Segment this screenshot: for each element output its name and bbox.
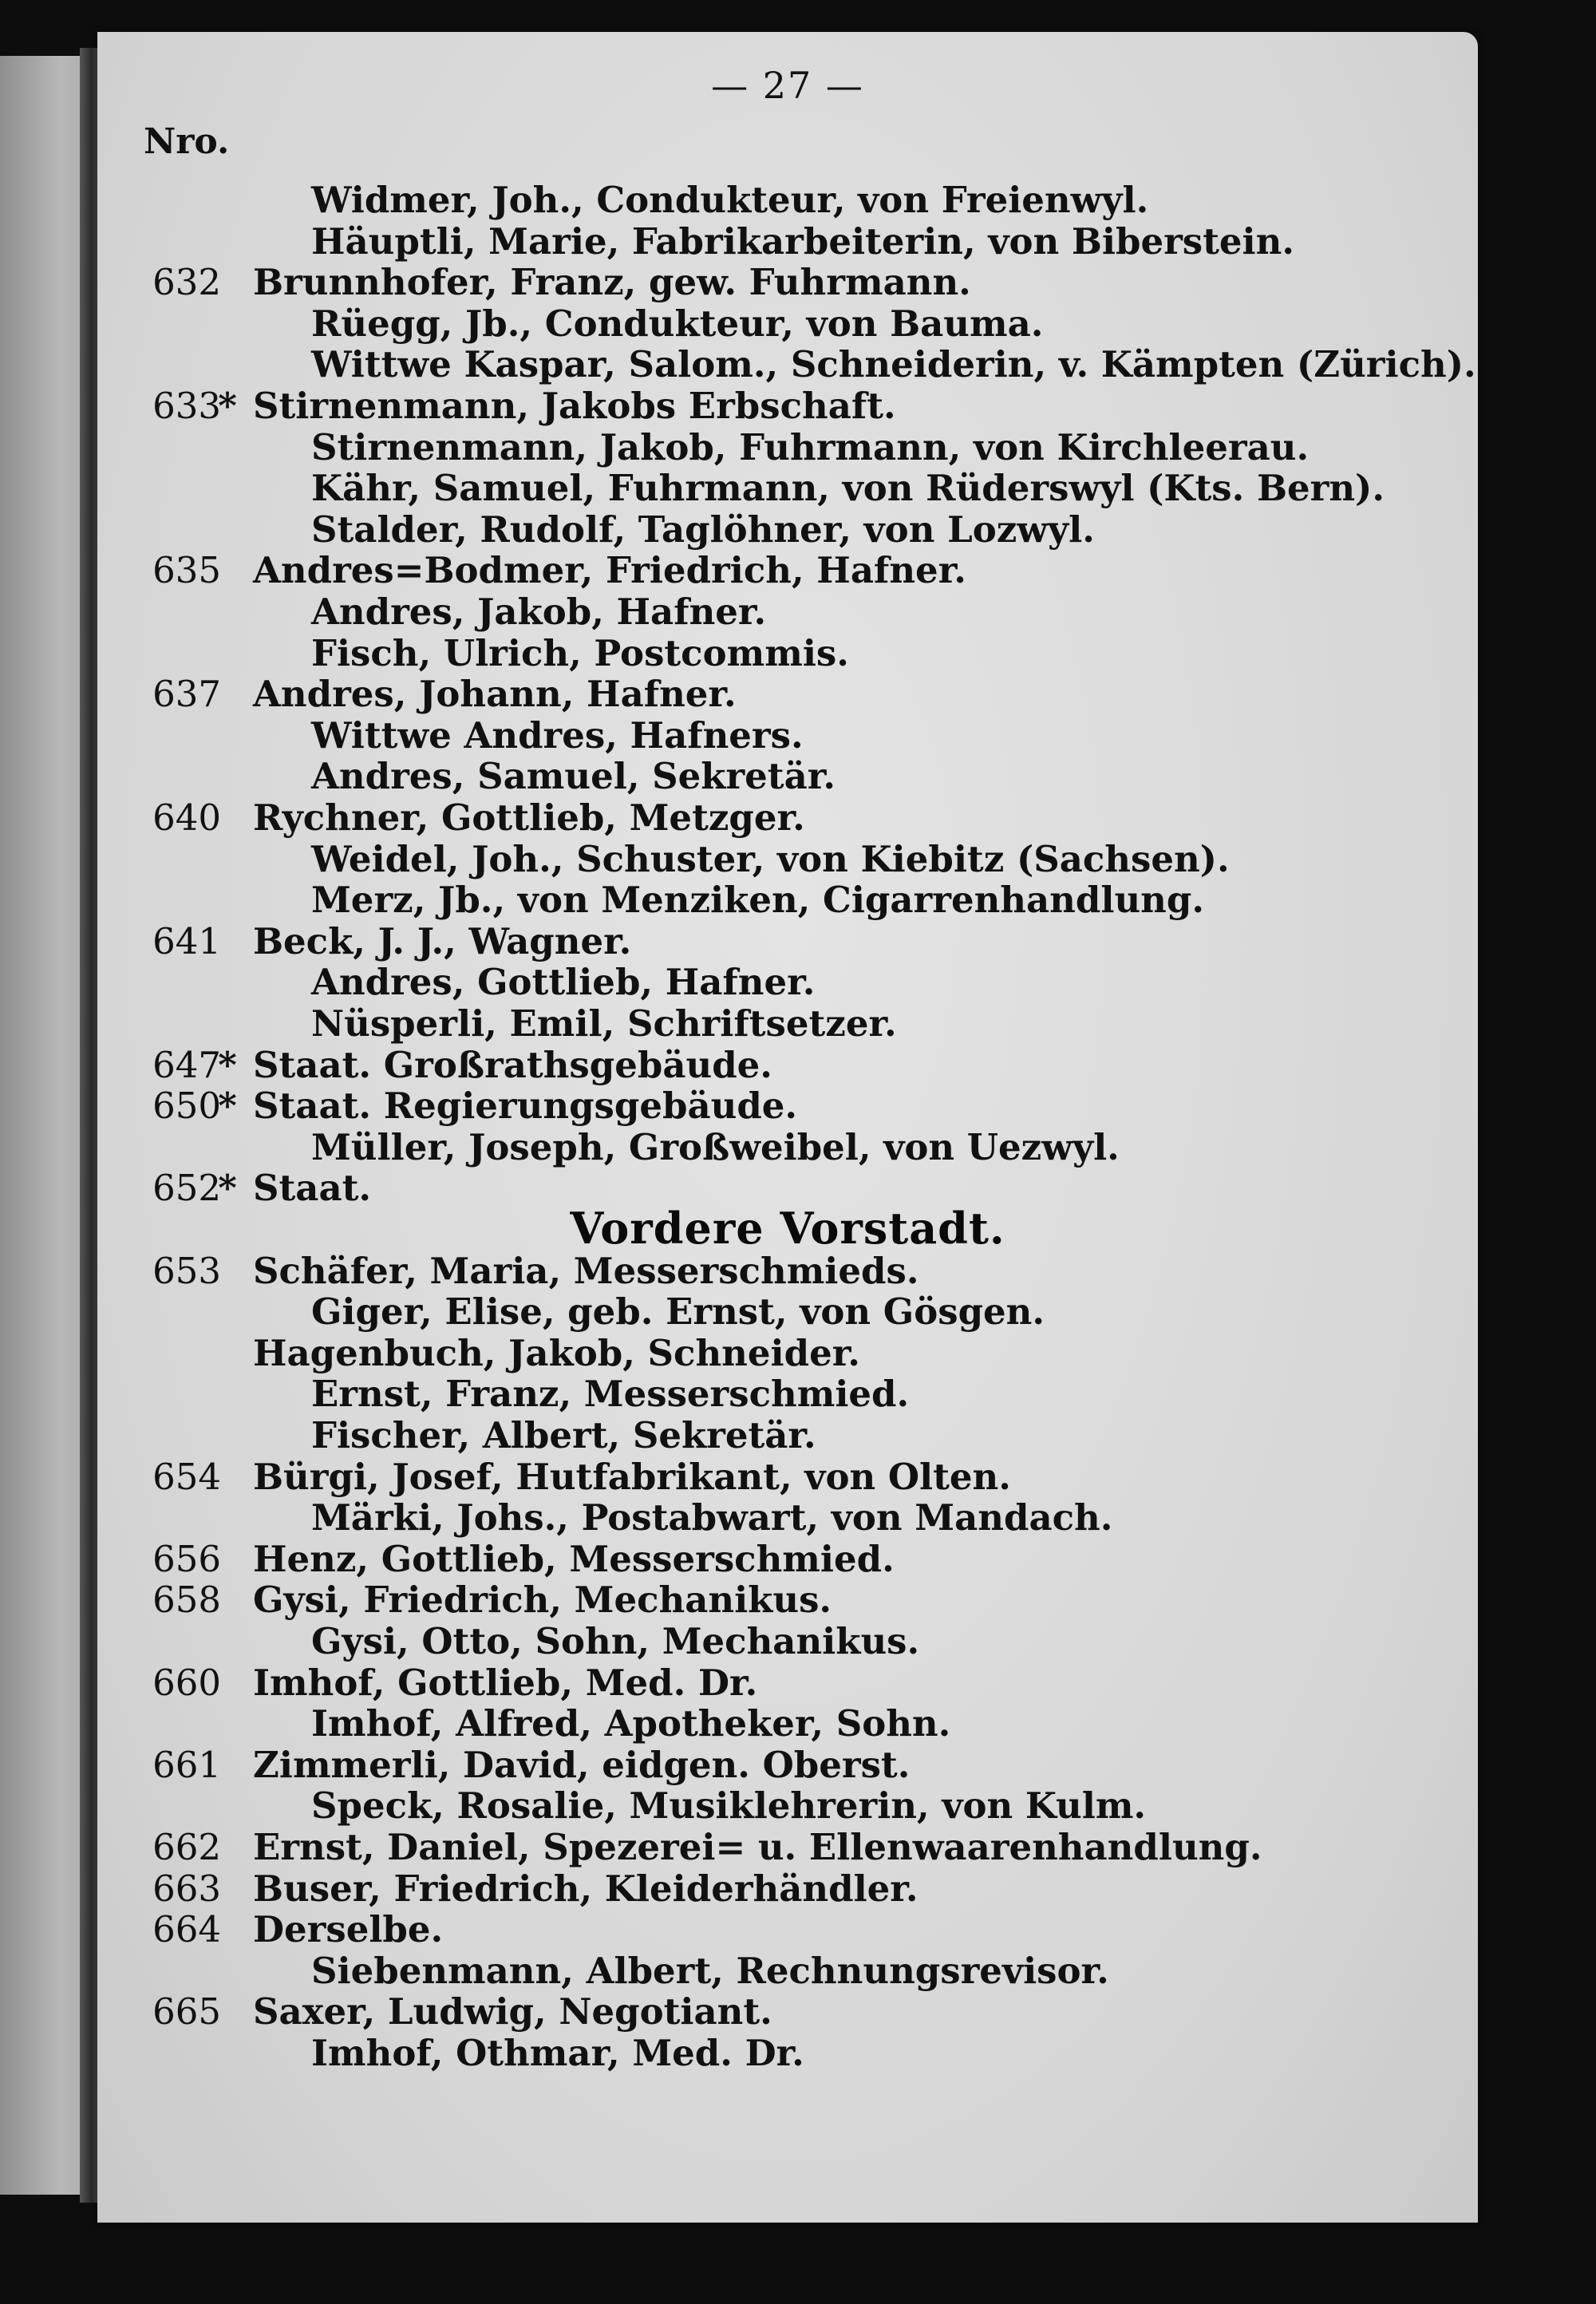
- house-number: 658: [152, 1579, 221, 1622]
- resident-entry: Rychner, Gottlieb, Metzger.: [253, 796, 805, 839]
- resident-entry: Stirnenmann, Jakob, Fuhrmann, von Kirchleerau.: [311, 425, 1310, 468]
- resident-entry: Brunnhofer, Franz, gew. Fuhrmann.: [253, 261, 971, 304]
- resident-entry: Fisch, Ulrich, Postcommis.: [311, 631, 849, 674]
- house-number: 641: [152, 919, 221, 962]
- house-number: 661: [152, 1743, 221, 1786]
- resident-entry: Speck, Rosalie, Musiklehrerin, von Kulm.: [311, 1784, 1147, 1828]
- resident-entry: Fischer, Albert, Sekretär.: [311, 1414, 816, 1456]
- house-number: 663: [152, 1867, 221, 1910]
- house-number: 637: [152, 673, 221, 716]
- resident-entry: Andres, Samuel, Sekretär.: [311, 755, 836, 798]
- resident-entry: Saxer, Ludwig, Negotiant.: [253, 1990, 772, 2033]
- column-header-nro: Nro.: [144, 121, 230, 162]
- resident-entry: Märki, Johs., Postabwart, von Mandach.: [311, 1496, 1113, 1539]
- resident-entry: Staat. Regierungsgebäude.: [253, 1085, 798, 1128]
- house-number: 660: [152, 1661, 221, 1704]
- resident-entry: Ernst, Daniel, Spezerei= u. Ellenwaarenhandlung.: [253, 1826, 1262, 1868]
- resident-entry: Staat. Großrathsgebäude.: [253, 1043, 772, 1086]
- resident-entry: Beck, J. J., Wagner.: [253, 919, 632, 962]
- resident-entry: Stirnenmann, Jakobs Erbschaft.: [253, 385, 896, 427]
- section-heading: Vordere Vorstadt.: [570, 1203, 1005, 1254]
- resident-entry: Kähr, Samuel, Fuhrmann, von Rüderswyl (Kts. Bern).: [311, 467, 1385, 510]
- resident-entry: Nüsperli, Emil, Schriftsetzer.: [311, 1002, 897, 1045]
- resident-entry: Henz, Gottlieb, Messerschmied.: [253, 1537, 895, 1580]
- resident-entry: Imhof, Othmar, Med. Dr.: [311, 2032, 804, 2074]
- resident-entry: Häuptli, Marie, Fabrikarbeiterin, von Biberstein.: [311, 219, 1295, 263]
- resident-entry: Staat.: [253, 1167, 372, 1210]
- house-number: 656: [152, 1537, 221, 1580]
- resident-entry: Ernst, Franz, Messerschmied.: [311, 1373, 910, 1416]
- resident-entry: Derselbe.: [253, 1908, 444, 1951]
- resident-entry: Wittwe Kaspar, Salom., Schneiderin, v. Kämpten (Zürich).: [311, 343, 1476, 386]
- page-number: — 27 —: [711, 64, 864, 107]
- resident-entry: Buser, Friedrich, Kleiderhändler.: [253, 1867, 918, 1910]
- resident-entry: Zimmerli, David, eidgen. Oberst.: [253, 1743, 911, 1786]
- resident-entry: Wittwe Andres, Hafners.: [311, 713, 804, 757]
- resident-entry: Müller, Joseph, Großweibel, von Uezwyl.: [311, 1125, 1120, 1168]
- house-number: 664: [152, 1908, 221, 1951]
- house-number: 650: [152, 1085, 221, 1128]
- resident-entry: Merz, Jb., von Menziken, Cigarrenhandlung.: [311, 879, 1205, 922]
- public-building-mark: *: [218, 1043, 237, 1086]
- resident-entry: Andres, Gottlieb, Hafner.: [311, 961, 816, 1004]
- resident-entry: Gysi, Friedrich, Mechanikus.: [253, 1579, 832, 1622]
- resident-entry: Schäfer, Maria, Messerschmieds.: [253, 1249, 919, 1292]
- resident-entry: Andres=Bodmer, Friedrich, Hafner.: [253, 549, 966, 592]
- house-number: 662: [152, 1826, 221, 1868]
- resident-entry: Gysi, Otto, Sohn, Mechanikus.: [311, 1620, 920, 1662]
- house-number: 654: [152, 1455, 221, 1498]
- house-number: 665: [152, 1990, 221, 2033]
- resident-entry: Andres, Jakob, Hafner.: [311, 591, 767, 633]
- resident-entry: Andres, Johann, Hafner.: [253, 673, 737, 716]
- resident-entry: Bürgi, Josef, Hutfabrikant, von Olten.: [253, 1455, 1011, 1498]
- public-building-mark: *: [218, 1085, 237, 1128]
- resident-entry: Rüegg, Jb., Condukteur, von Bauma.: [311, 302, 1044, 345]
- book-page: [97, 32, 1478, 2223]
- resident-entry: Imhof, Alfred, Apotheker, Sohn.: [311, 1702, 951, 1745]
- resident-entry: Widmer, Joh., Condukteur, von Freienwyl.: [311, 179, 1149, 221]
- house-number: 652: [152, 1167, 221, 1210]
- house-number: 635: [152, 549, 221, 592]
- public-building-mark: *: [218, 385, 237, 427]
- resident-entry: Giger, Elise, geb. Ernst, von Gösgen.: [311, 1290, 1045, 1334]
- resident-entry: Siebenmann, Albert, Rechnungsrevisor.: [311, 1949, 1109, 1992]
- public-building-mark: *: [218, 1167, 237, 1210]
- resident-entry: Imhof, Gottlieb, Med. Dr.: [253, 1661, 758, 1704]
- house-number: 633: [152, 385, 221, 427]
- resident-entry: Weidel, Joh., Schuster, von Kiebitz (Sachsen).: [311, 837, 1230, 880]
- house-number: 653: [152, 1249, 221, 1292]
- house-number: 640: [152, 796, 221, 839]
- resident-entry: Hagenbuch, Jakob, Schneider.: [253, 1331, 860, 1374]
- house-number: 632: [152, 261, 221, 304]
- house-number: 647: [152, 1043, 221, 1086]
- resident-entry: Stalder, Rudolf, Taglöhner, von Lozwyl.: [311, 508, 1095, 551]
